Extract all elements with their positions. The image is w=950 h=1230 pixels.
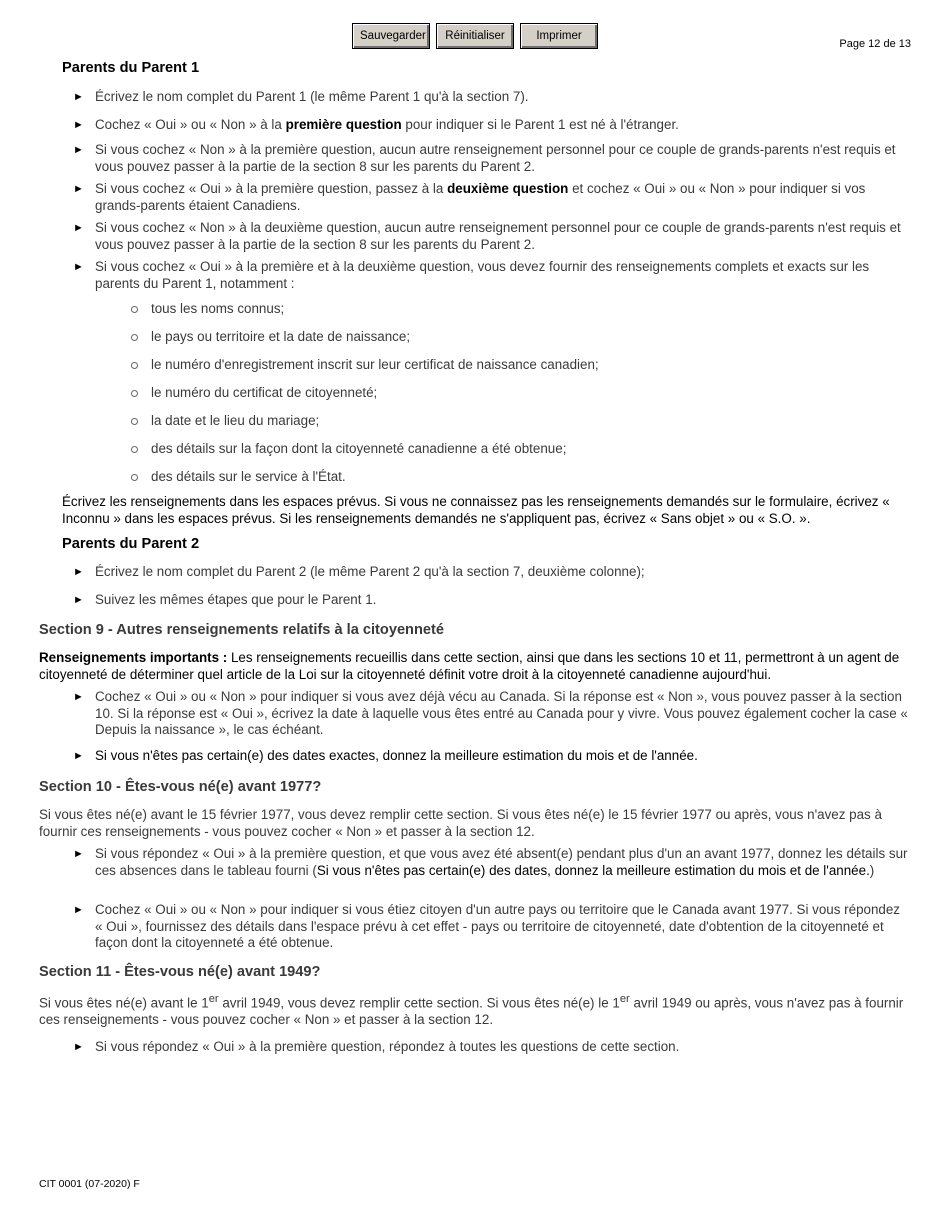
list-item: Si vous cochez « Oui » à la première et à la deuxième question, vous devez fournir des renseignements complets et exacts sur les parents du Parent 1, notamment : [95, 259, 870, 291]
section10-intro: Si vous êtes né(e) avant le 15 février 1977, vous devez remplir cette section. Si vous êtes né(e) le 15 février 1977 ou après, vous n'avez pas à fournir ces renseignements - vous pouvez cocher « Non » et passer à la section 12. [39, 807, 882, 839]
circle-bullet-icon [131, 334, 138, 341]
superscript: er [208, 993, 219, 1005]
circle-bullet-icon [131, 446, 138, 453]
text-span: Cochez « Oui » ou « Non » à la [95, 117, 286, 132]
important-info [39, 650, 911, 683]
circle-bullet-icon [131, 306, 138, 313]
list-item: Écrivez le nom complet du Parent 2 (le même Parent 2 qu'à la section 7, deuxième colonne); [95, 564, 645, 579]
text-span: ) [869, 862, 875, 878]
print-button[interactable]: Imprimer [520, 23, 598, 49]
bullet-arrow-icon: ► [73, 222, 84, 234]
list-item: Cochez « Oui » ou « Non » pour indiquer si vous étiez citoyen d'un autre pays ou territoire que le Canada avant 1977. Si vous répondez « Oui », fournissez des détails dans l'espace prévu à cet effet - pays ou territoire de citoyenneté, date d'obtention de la citoyenneté et façon dont la citoyenneté a été obtenue. [95, 902, 901, 951]
list-item: Si vous cochez « Non » à la première question, aucun autre renseignement personnel pour ce couple de grands-parents n'est requis et vous pouvez passer à la partie de la section 8 sur les parents du Parent 2. [95, 142, 896, 174]
form-toolbar [352, 23, 598, 49]
bullet-arrow-icon: ► [73, 691, 84, 703]
text-span: Si vous cochez « Oui » à la première question, passez à la [95, 181, 448, 196]
page-number: Page 12 de 13 [839, 38, 911, 50]
text-span: avril 1949, vous devez remplir cette section. Si vous êtes né(e) le 1 [218, 995, 620, 1011]
form-code: CIT 0001 (07-2020) F [39, 1178, 140, 1190]
sub-list-item: le pays ou territoire et la date de naissance; [151, 329, 411, 344]
parent2-heading: Parents du Parent 2 [62, 536, 200, 552]
sub-list-item: tous les noms connus; [151, 301, 285, 316]
bold-text: première question [285, 117, 402, 132]
circle-bullet-icon [131, 390, 138, 397]
text-span: Si vous répondez « Oui » à la première question, et que vous avez été absent(e) pendant plus d'un an avant 1977, donnez les détails sur ces absences dans le tableau fourni ( [95, 846, 908, 878]
bullet-arrow-icon: ► [73, 183, 84, 195]
text-span: Si vous n'êtes pas certain(e) des dates, donnez la meilleure estimation du mois et de l'année. [316, 862, 870, 878]
bullet-arrow-icon: ► [73, 566, 84, 578]
text-span: pour indiquer si le Parent 1 est né à l'étranger. [401, 117, 679, 132]
section10-heading: Section 10 - Êtes-vous né(e) avant 1977? [39, 779, 322, 795]
reset-button[interactable]: Réinitialiser [436, 23, 514, 49]
text-span: et cochez « Oui » ou « Non » pour indiquer si vos grands-parents étaient Canadiens. [95, 181, 866, 213]
sub-list-item: des détails sur le service à l'État. [151, 469, 346, 484]
bullet-arrow-icon: ► [73, 119, 84, 131]
bullet-arrow-icon: ► [73, 261, 84, 273]
parent1-heading: Parents du Parent 1 [62, 60, 200, 76]
instructions-note: Écrivez les renseignements dans les espaces prévus. Si vous ne connaissez pas les renseignements demandés sur le formulaire, écrivez « Inconnu » dans les espaces prévus. Si les renseignements demandés ne s'appliquent pas, écrivez « Sans objet » ou « S.O. ». [62, 494, 890, 526]
list-item [95, 181, 910, 214]
list-item [95, 846, 910, 879]
bullet-arrow-icon: ► [73, 750, 84, 762]
superscript: er [619, 993, 630, 1005]
bullet-arrow-icon: ► [73, 91, 84, 103]
section11-intro [39, 991, 911, 1029]
list-item: Si vous répondez « Oui » à la première question, répondez à toutes les questions de cette section. [95, 1039, 680, 1054]
bullet-arrow-icon: ► [73, 848, 84, 860]
list-item [95, 117, 910, 134]
section11-heading: Section 11 - Êtes-vous né(e) avant 1949? [39, 964, 321, 980]
important-text: Les renseignements recueillis dans cette section, ainsi que dans les sections 10 et 11, permettront à un agent de citoyenneté de déterminer quel article de la Loi sur la citoyenneté définit votre droit à la citoyenneté canadienne aujourd'hui. [39, 650, 900, 682]
bullet-arrow-icon: ► [73, 144, 84, 156]
bold-text: deuxième question [447, 181, 569, 196]
section9-heading: Section 9 - Autres renseignements relatifs à la citoyenneté [39, 622, 444, 638]
text-span: Si vous êtes né(e) avant le 1 [39, 995, 209, 1011]
text-span: avril 1949 ou après, vous n'avez pas à fournir ces renseignements - vous pouvez cocher « Non » et passer à la section 12. [39, 995, 904, 1028]
list-item: Si vous n'êtes pas certain(e) des dates exactes, donnez la meilleure estimation du mois et de l'année. [95, 748, 698, 763]
sub-list-item: le numéro d'enregistrement inscrit sur leur certificat de naissance canadien; [151, 357, 599, 372]
list-item: Écrivez le nom complet du Parent 1 (le même Parent 1 qu'à la section 7). [95, 89, 529, 104]
sub-list-item: la date et le lieu du mariage; [151, 413, 320, 428]
bullet-arrow-icon: ► [73, 904, 84, 916]
list-item: Suivez les mêmes étapes que pour le Parent 1. [95, 592, 377, 607]
circle-bullet-icon [131, 418, 138, 425]
circle-bullet-icon [131, 362, 138, 369]
list-item: Cochez « Oui » ou « Non » pour indiquer si vous avez déjà vécu au Canada. Si la réponse est « Non », vous pouvez passer à la section 10. Si la réponse est « Oui », écrivez la date à laquelle vous êtes entré au Canada pour y vivre. Vous pouvez également cocher la case « Depuis la naissance », le cas échéant. [95, 689, 908, 738]
list-item: Si vous cochez « Non » à la deuxième question, aucun autre renseignement personnel pour ce couple de grands-parents n'est requis et vous pouvez passer à la partie de la section 8 sur les parents du Parent 2. [95, 220, 901, 252]
bullet-arrow-icon: ► [73, 1041, 84, 1053]
important-label: Renseignements importants : [39, 650, 228, 665]
sub-list-item: le numéro du certificat de citoyenneté; [151, 385, 378, 400]
circle-bullet-icon [131, 474, 138, 481]
bullet-arrow-icon: ► [73, 594, 84, 606]
sub-list-item: des détails sur la façon dont la citoyenneté canadienne a été obtenue; [151, 441, 567, 456]
save-button[interactable]: Sauvegarder [352, 23, 430, 49]
